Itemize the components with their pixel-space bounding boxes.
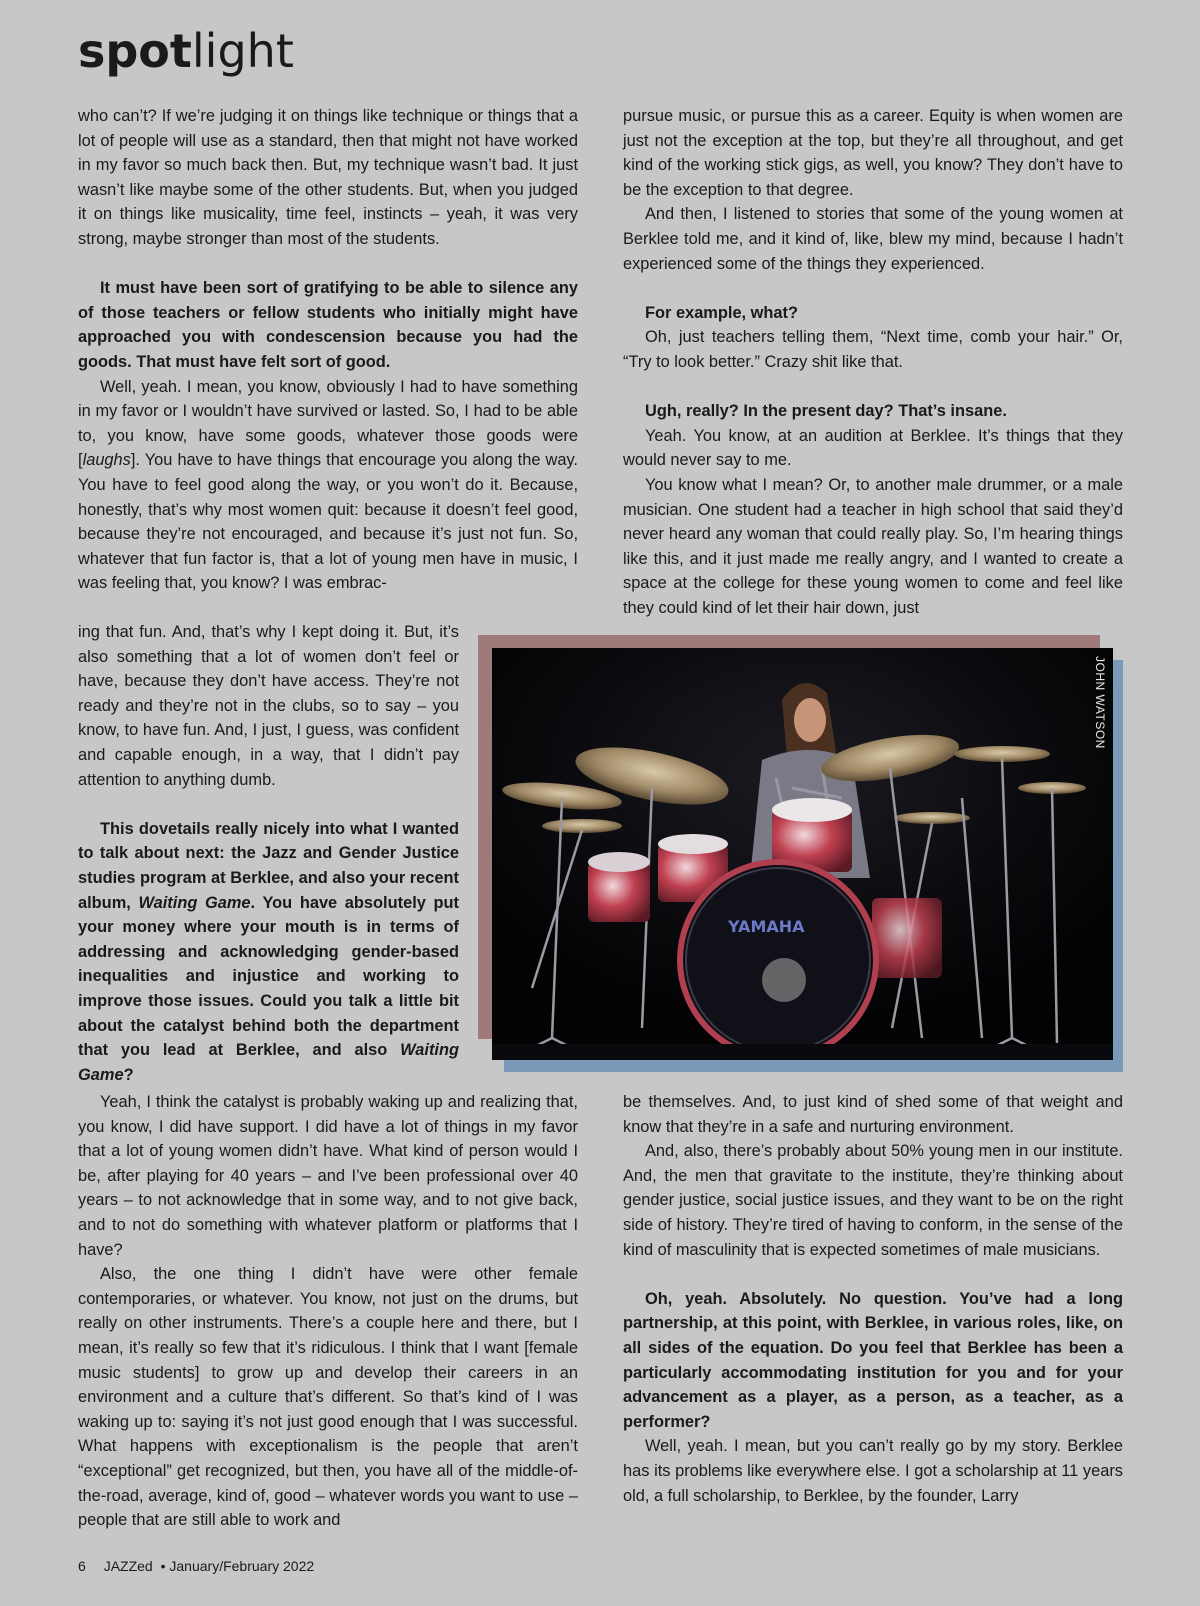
paragraph: Oh, just teachers telling them, “Next time, comb your hair.” Or, “Try to look better.” Crazy shit like that. [623, 328, 1123, 371]
header-bold: spot [78, 24, 192, 78]
paragraph: And then, I listened to stories that some of the young women at Berklee told me, and it kind of, like, blew my mind, because I hadn’t experienced some of the things they experienced. [623, 205, 1123, 273]
issue-date: • January/February 2022 [160, 1558, 315, 1574]
page-number: 6 [78, 1558, 86, 1574]
album-title: Waiting Game [138, 893, 251, 912]
paragraph: who can’t? If we’re judging it on things like technique or things that a lot of people will use as a standard, then that might not have worked in my favor so much back then. But, my technique wasn’t bad. It just wasn’t like maybe some of the other students. But, when you judged it on things like musicality, time feel, instincts – yeah, it was very strong, maybe stronger than most of the students. [78, 107, 578, 248]
paragraph: be themselves. And, to just kind of shed some of that weight and know that they’re in a safe and nurturing environment. [623, 1093, 1123, 1136]
paragraph: You know what I mean? Or, to another male drummer, or a male musician. One student had a teacher in high school that said they’d never heard any woman that could really play. So, I’m hearing things like this, and it just made me really angry, and I wanted to create a space at the college for these young women to come and feel like they could kind of let their hair down, just [623, 475, 1123, 617]
left-column-bottom [78, 1090, 578, 1533]
album-title: Waiting Game [78, 1041, 459, 1084]
left-column-top [78, 104, 578, 596]
question: It must have been sort of gratifying to be able to silence any of those teachers or fellow students who initially might have approached you with condescension because you had the goods. That must have felt sort of good. [78, 279, 578, 371]
paragraph: Well, yeah. I mean, you know, obviously I had to have something in my favor or I wouldn’t have survived or lasted. So, I had to be able to, you know, have some goods, whatever those goods were [laughs]. You have to have things that encourage you along the way. You have to feel good along the way, or you won’t do it. Because, honestly, that’s why most women quit: because it doesn’t feel good, because they’re not encouraged, and because it’s just not fun. So, whatever that fun factor is, that a lot of young men have in music, I was feeling that, you know? I was embrac- [78, 377, 578, 593]
section-header [78, 24, 294, 78]
question: This dovetails really nicely into what I wanted to talk about next: the Jazz and Gender Justice studies program at Berklee, and also your recent album, Waiting Game. You have absolutely put your money where your mouth is in terms of addressing and acknowledging gender-based inequalities and injustice and working to improve those issues. Could you talk a little bit about the catalyst behind both the department that you lead at Berklee, and also Waiting Game? [78, 819, 459, 1084]
italic-text: laughs [82, 451, 131, 470]
drum-kit-illustration [492, 648, 1113, 1060]
paragraph: Yeah. You know, at an audition at Berklee. It’s things that they would never say to me. [623, 426, 1123, 470]
paragraph: Well, yeah. I mean, but you can’t really go by my story. Berklee has its problems like everywhere else. I got a scholarship at 11 years old, a full scholarship, to Berklee, by the founder, Larry [623, 1437, 1123, 1505]
paragraph: And, also, there’s probably about 50% young men in our institute. And, the men that gravitate to the institute, they’re thinking about gender justice, social justice issues, and they want to be on the right side of history. They’re tired of having to conform, in the sense of the kind of masculinity that is expected sometimes of male musicians. [623, 1142, 1123, 1259]
drum-brand-text: YAMAHA [728, 917, 805, 936]
photo-credit: JOHN WATSON [1093, 656, 1107, 749]
header-light: light [191, 24, 294, 78]
paragraph: Also, the one thing I didn’t have were other female contemporaries, or whatever. You know, not just on the drums, but really on other instruments. There’s a couple here and there, but I mean, it’s really so few that it’s ridiculous. I think that I want [female music students] to grow up and develop their careers in an environment and a culture that’s different. So that’s kind of I was waking up to: saying it’s not just good enough that I was successful. What happens with exceptionalism is the people that aren’t “exceptional” get recognized, but then, you have all of the middle-of-the-road, average, kind of, good – whatever words you want to use – people that are still able to work and [78, 1265, 578, 1530]
paragraph: ing that fun. And, that’s why I kept doing it. But, it’s also something that a lot of women don’t feel or have, because they don’t have access. They’re not ready and they’re not in the clubs, so to say – you know, to have fun. And, I just, I guess, was confident and capable enough, in a way, that I didn’t pay attention to anything dumb. [78, 623, 459, 789]
paragraph: Yeah, I think the catalyst is probably waking up and realizing that, you know, I did have support. I did have a lot of things in my favor that a lot of young women didn’t have. What kind of person would I be, after playing for 40 years – and I’ve been professional over 40 years – to not acknowledge that in some way, and to not give back, and to not do something with whatever platform or platforms that I have? [78, 1093, 578, 1259]
magazine-name: JAZZed [103, 1558, 153, 1574]
paragraph: pursue music, or pursue this as a career. Equity is when women are just not the exception at the top, but they’re all throughout, and get kind of the working stick gigs, as well, you know? They don’t have to be the exception to that degree. [623, 107, 1123, 199]
question: Oh, yeah. Absolutely. No question. You’ve had a long partnership, at this point, with Berklee, in various roles, like, on all sides of the equation. Do you feel that Berklee has been a particularly accommodating institution for you and for your advancement as a player, as a person, as a teacher, as a performer? [623, 1289, 1123, 1431]
right-column-bottom [623, 1090, 1123, 1508]
page-footer [78, 1558, 328, 1574]
question: For example, what? [645, 303, 799, 322]
right-column-top [623, 104, 1123, 620]
question: Ugh, really? In the present day? That’s insane. [645, 402, 1007, 421]
drummer-photo [492, 648, 1113, 1060]
left-column-narrow [78, 620, 459, 1087]
